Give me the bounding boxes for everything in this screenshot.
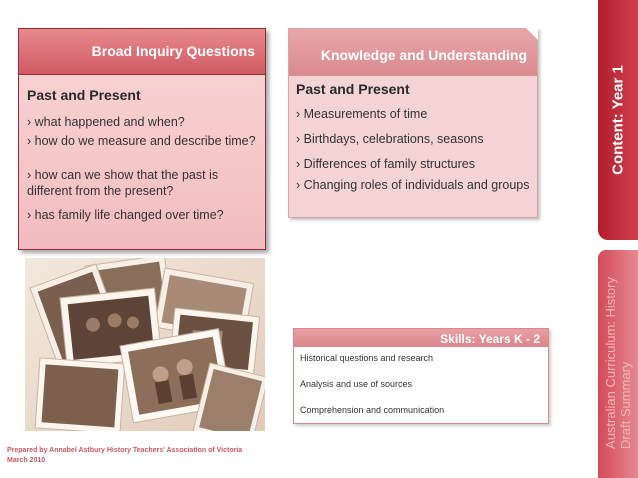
list-item: › Changing roles of individuals and groups <box>296 178 530 192</box>
curriculum-line2: Draft Summary <box>618 361 633 449</box>
list-item: › has family life changed over time? <box>27 208 224 222</box>
skills-title: Skills: Years K - 2 <box>294 329 548 347</box>
knowledge-card <box>288 28 538 218</box>
content-year-tab <box>598 0 638 240</box>
skill-item: Comprehension and communication <box>300 405 445 415</box>
footer-credit <box>7 446 242 465</box>
list-item: › how do we measure and describe time? <box>27 134 256 148</box>
list-item: › Differences of family structures <box>296 157 475 171</box>
footer-line2: March 2010 <box>7 456 46 464</box>
knowledge-section: Past and Present <box>296 81 410 97</box>
broad-inquiry-section: Past and Present <box>27 87 141 103</box>
old-photographs-image <box>25 258 265 431</box>
folded-corner <box>526 28 538 40</box>
broad-inquiry-title: Broad Inquiry Questions <box>19 29 265 75</box>
curriculum-tab <box>598 250 638 478</box>
list-item: › Birthdays, celebrations, seasons <box>296 132 484 146</box>
list-item: › Measurements of time <box>296 107 428 121</box>
curriculum-line1: Australian Curriculum: History <box>603 277 618 449</box>
list-item: › what happened and when? <box>27 115 185 129</box>
curriculum-label <box>603 277 633 449</box>
footer-line1: Prepared by Annabel Astbury History Teachers' Association of Victoria <box>7 447 243 454</box>
knowledge-title: Knowledge and Understanding <box>289 29 537 76</box>
content-year-label: Content: Year 1 <box>609 65 627 175</box>
skill-item: Analysis and use of sources <box>300 379 413 389</box>
list-item: › how can we show that the past is different from the present? <box>27 168 219 198</box>
skill-item: Historical questions and research <box>300 353 434 363</box>
broad-inquiry-card <box>18 28 266 250</box>
skills-card <box>293 328 549 424</box>
